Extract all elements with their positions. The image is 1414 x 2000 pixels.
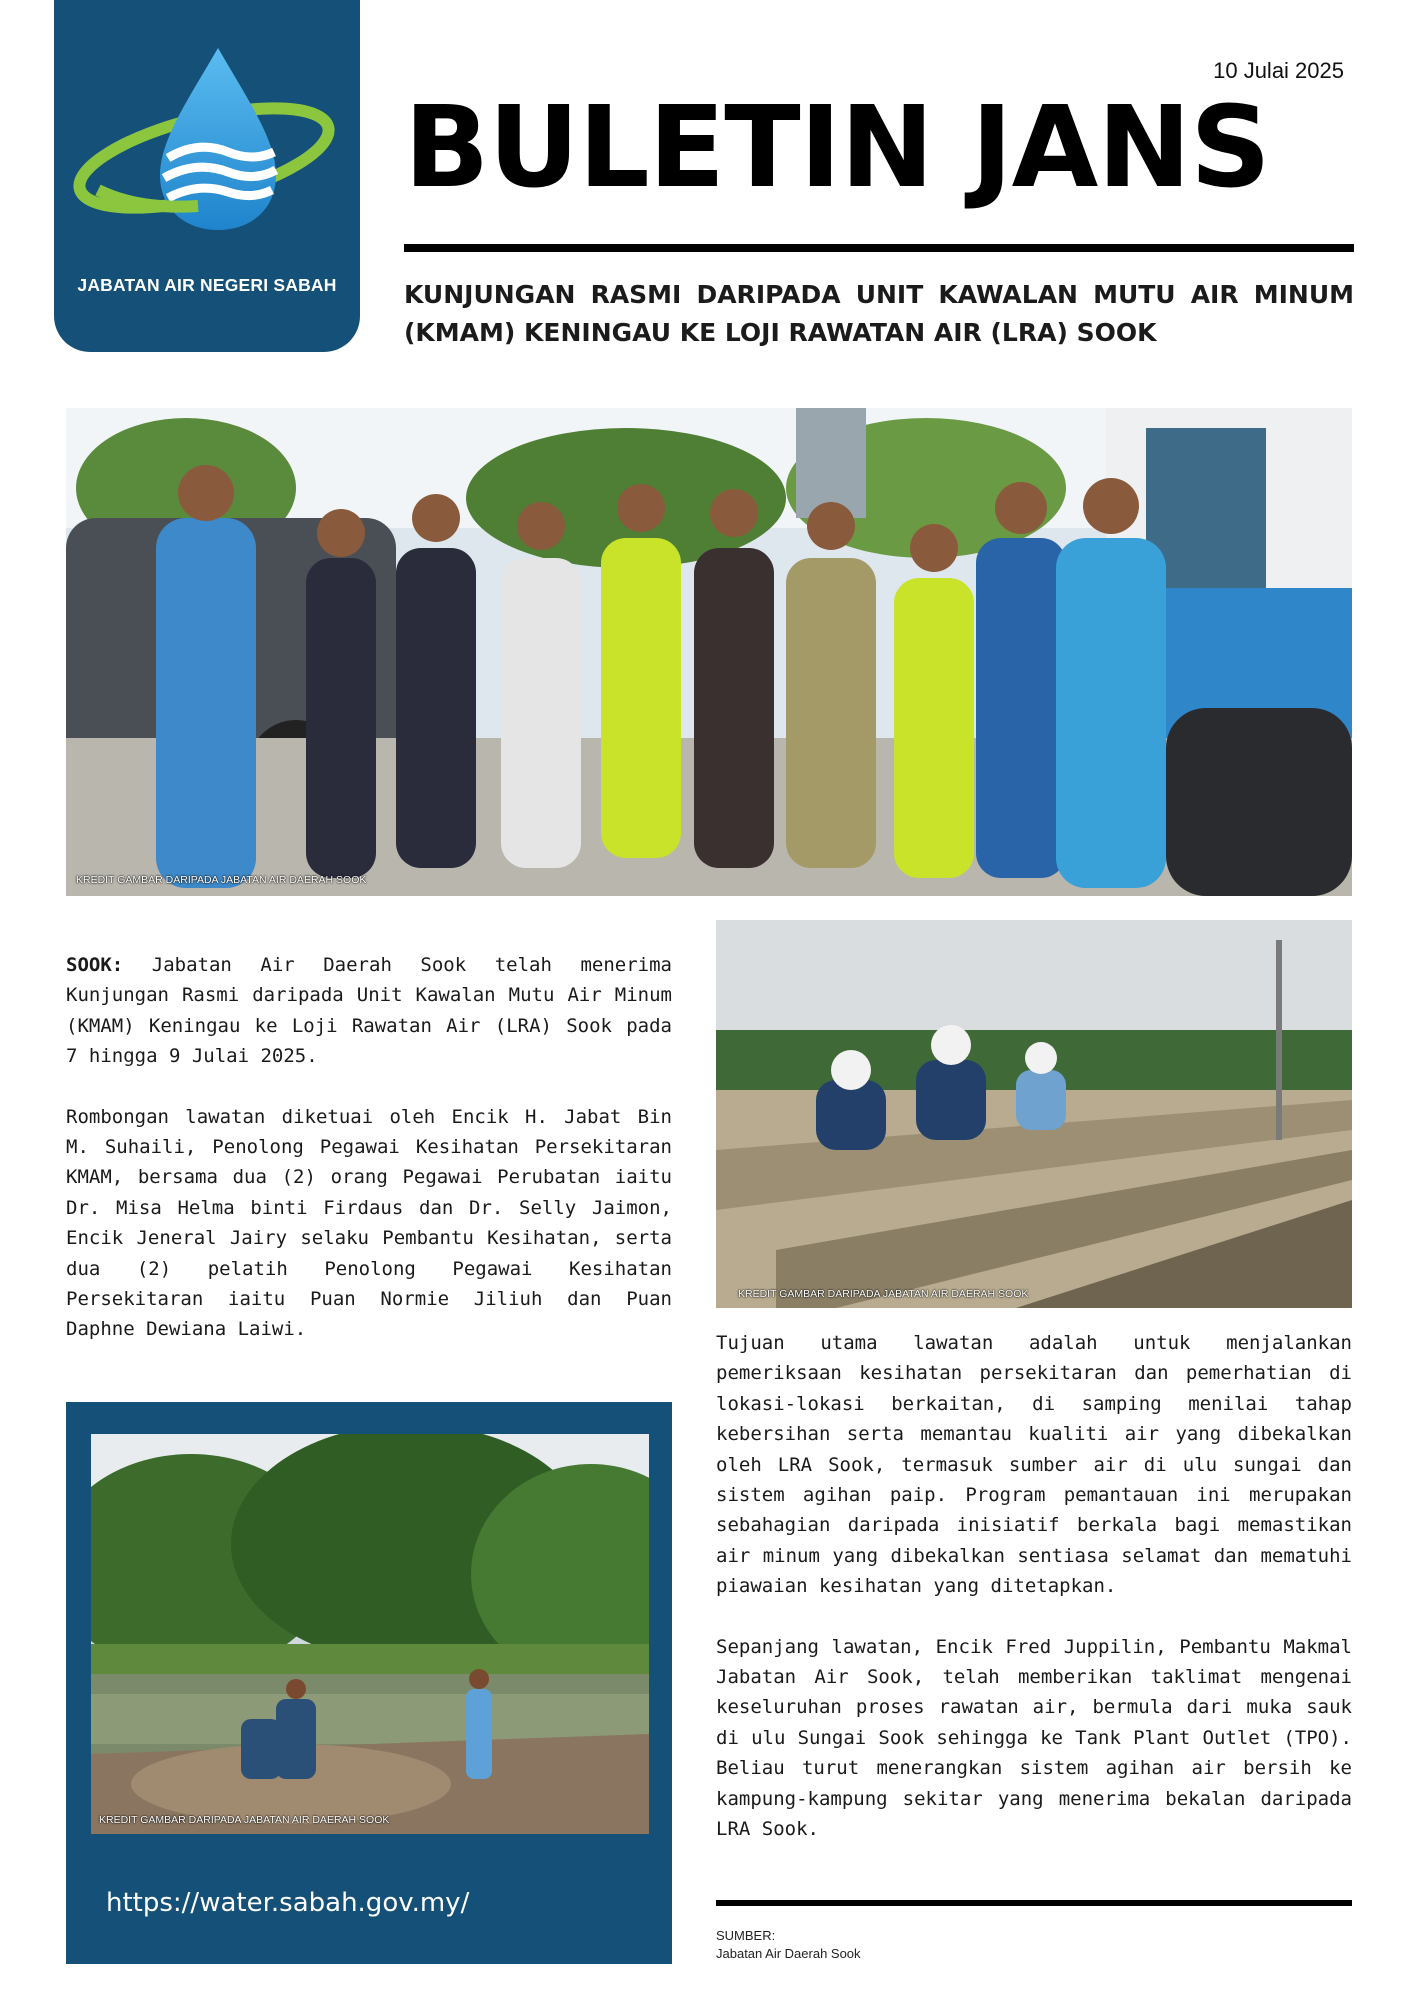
photo-credit: KREDIT GAMBAR DARIPADA JABATAN AIR DAERAH SOOK [76,874,367,886]
article-paragraph-2: Rombongan lawatan diketuai oleh Encik H. Jabat Bin M. Suhaili, Penolong Pegawai Kesihatan Persekitaran KMAM, bersama dua (2) orang Pegawai Perubatan iaitu Dr. Misa Helma binti Firdaus dan Dr. Selly Jaimon, Encik Jeneral Jairy selaku Pembantu Kesihatan, serta dua (2) pelatih Penolong Pegawai Kesihatan Persekitaran iaitu Puan Normie Jiliuh dan Puan Daphne Dewiana Laiwi. [66,1105,672,1341]
org-name: JABATAN AIR NEGERI SABAH [77,275,337,295]
water-drop-logo-icon [68,40,346,240]
source-label: SUMBER: [716,1928,776,1943]
dateline: SOOK: [66,954,124,976]
photo-credit: KREDIT GAMBAR DARIPADA JABATAN AIR DAERAH SOOK [738,1288,1029,1300]
treatment-tanks-photo [716,920,1352,1308]
article-left-column [66,950,672,1375]
group-photo [66,408,1352,896]
photo-credit: KREDIT GAMBAR DARIPADA JABATAN AIR DAERAH SOOK [99,1814,390,1826]
article-headline: KUNJUNGAN RASMI DARIPADA UNIT KAWALAN MUTU AIR MINUM (KMAM) KENINGAU KE LOJI RAWATAN AIR (LRA) SOOK [404,280,1354,347]
title-divider [404,244,1354,252]
article-lead-paragraph [66,950,672,1072]
website-link[interactable]: https://water.sabah.gov.my/ [106,1888,470,1918]
river-photo [91,1434,649,1834]
article-right-column [716,1328,1352,1875]
source-value: Jabatan Air Daerah Sook [716,1946,861,1961]
logo-block [54,0,360,352]
lead-text: Jabatan Air Daerah Sook telah menerima Kunjungan Rasmi daripada Unit Kawalan Mutu Air Minum (KMAM) Keningau ke Loji Rawatan Air (LRA) Sook pada 7 hingga 9 Julai 2025. [66,954,672,1068]
page-title: BULETIN JANS [404,83,1270,213]
publication-date: 10 Julai 2025 [1213,58,1344,83]
article-paragraph-4: Sepanjang lawatan, Encik Fred Juppilin, Pembantu Makmal Jabatan Air Sook, telah memberikan taklimat mengenai keseluruhan proses rawatan air, bermula dari muka sauk di ulu Sungai Sook sehingga ke Tank Plant Outlet (TPO). Beliau turut menerangkan sistem agihan air bersih ke kampung-kampung sekitar yang menerima bekalan daripada LRA Sook. [716,1635,1352,1841]
source-divider [716,1900,1352,1906]
article-paragraph-3: Tujuan utama lawatan adalah untuk menjalankan pemeriksaan kesihatan persekitaran dan pemerhatian di lokasi-lokasi berkaitan, di samping menilai tahap kebersihan serta memantau kualiti air yang dibekalkan oleh LRA Sook, termasuk sumber air di ulu sungai dan sistem agihan paip. Program pemantauan ini merupakan sebahagian daripada inisiatif berkala bagi memastikan air minum yang dibekalkan sentiasa selamat dan mematuhi piawaian kesihatan yang ditetapkan. [716,1332,1352,1598]
